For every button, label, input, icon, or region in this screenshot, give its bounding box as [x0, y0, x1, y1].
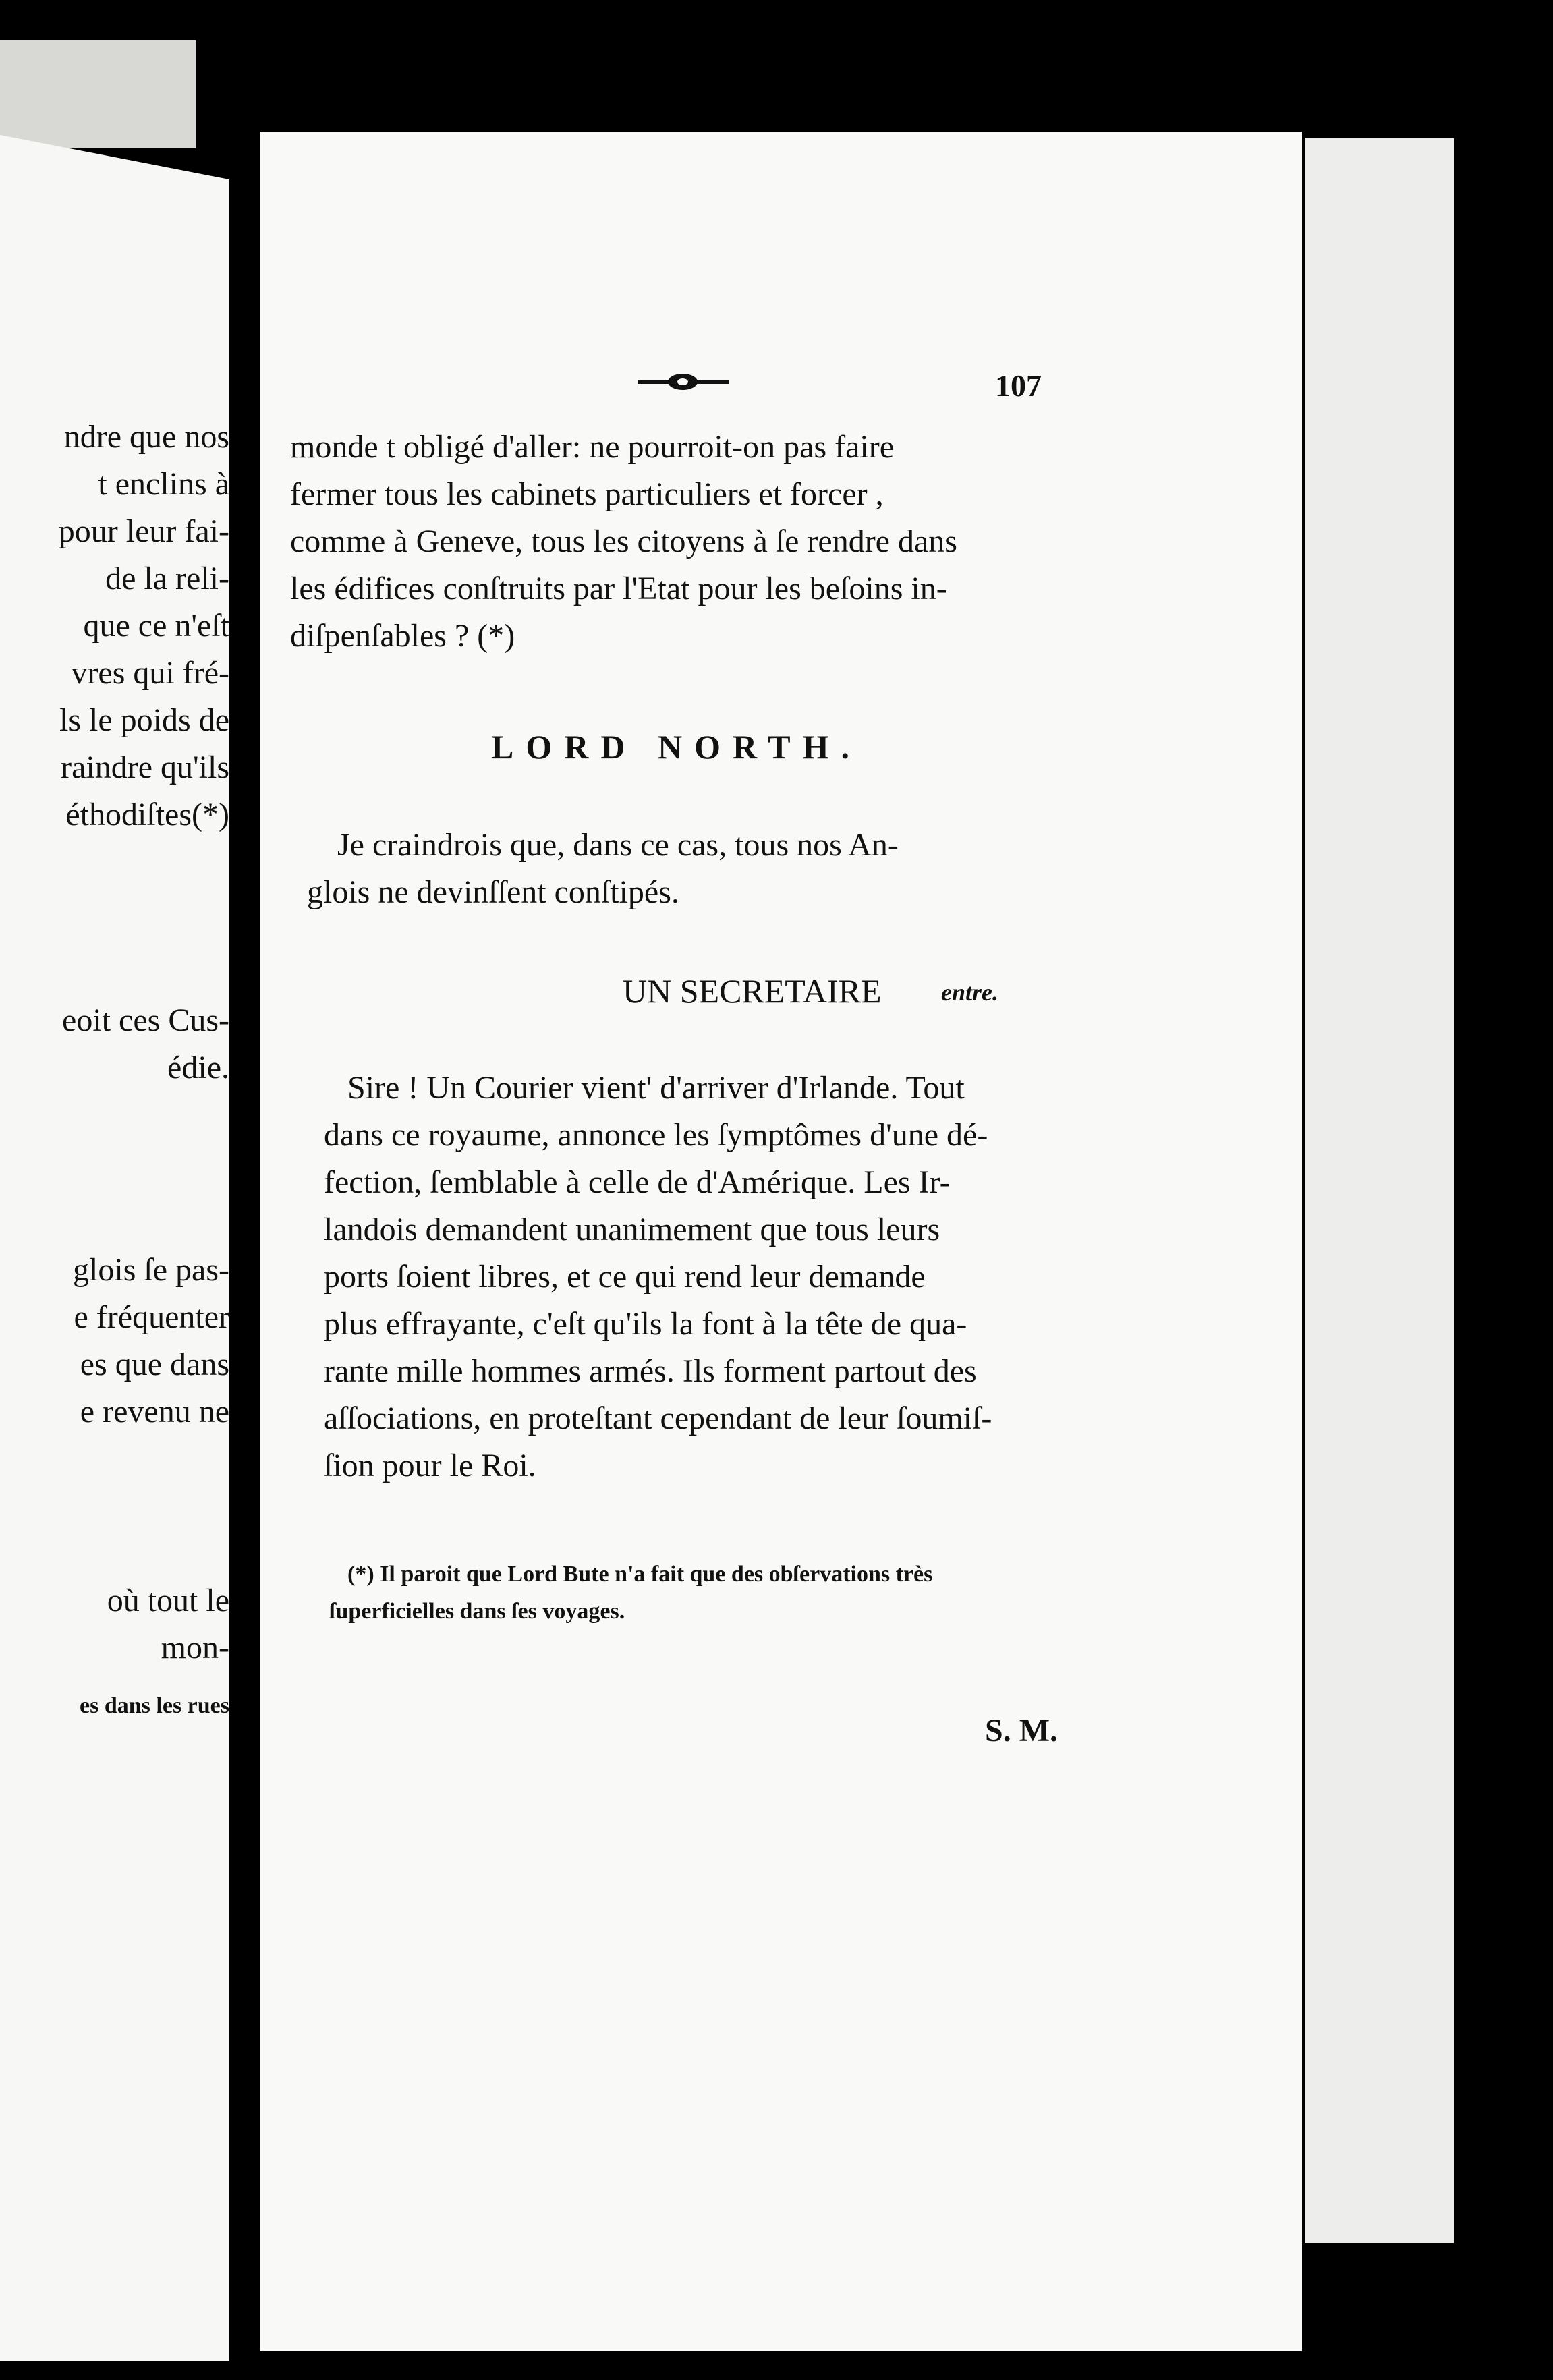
speech-line: fection, ſemblable à celle de d'Amérique. Les Ir-: [324, 1164, 951, 1200]
body-line: fermer tous les cabinets particuliers et forcer ,: [290, 476, 884, 512]
body-line: les édifices conſtruits par l'Etat pour les beſoins in-: [290, 571, 947, 606]
speech-line: ſion pour le Roi.: [324, 1448, 536, 1483]
speaker-heading-secretaire: UN SECRETAIRE: [623, 972, 882, 1010]
speech-line: rante mille hommes armés. Ils forment partout des: [324, 1353, 977, 1389]
page-number: 107: [995, 368, 1042, 403]
speaker-heading-lord-north: LORD NORTH.: [491, 728, 862, 766]
speech-line: dans ce royaume, annonce les ſymptômes d'une dé-: [324, 1117, 988, 1153]
left-page-top-edge: [0, 40, 196, 148]
speech-line: plus effrayante, c'eſt qu'ils la font à la tête de qua-: [324, 1306, 967, 1342]
left-page-line: t enclins à: [98, 466, 229, 502]
body-line: monde t obligé d'aller: ne pourroit-on pas faire: [290, 429, 895, 465]
speech-line: Sire ! Un Courier vient' d'arriver d'Irlande. Tout: [347, 1070, 965, 1106]
footnote-line: ſuperficielles dans ſes voyages.: [329, 1599, 625, 1624]
left-page-line: ndre que nos: [63, 419, 229, 455]
left-page-line: eoit ces Cus-: [62, 1002, 229, 1038]
left-page-line: que ce n'eſt: [83, 608, 229, 644]
speech-line: landois demandent unanimement que tous leurs: [324, 1212, 940, 1247]
left-page-footnote-fragment: es dans les rues: [80, 1693, 229, 1718]
speech-line: glois ne devinſſent conſtipés.: [307, 874, 679, 910]
speech-line: Je craindrois que, dans ce cas, tous nos An-: [337, 827, 899, 863]
left-page-line: où tout le: [107, 1583, 229, 1618]
left-page-line: e revenu ne: [80, 1394, 229, 1429]
body-line: diſpenſables ? (*): [290, 618, 515, 654]
right-page-fore-edge: [1305, 138, 1454, 2243]
left-page-line: vres qui fré-: [71, 655, 229, 691]
left-page-line: éthodiſtes(*): [65, 797, 229, 832]
left-page-line: édie.: [167, 1050, 229, 1085]
left-page-line: mon-: [161, 1630, 229, 1666]
speech-line: ports ſoient libres, et ce qui rend leur demande: [324, 1259, 926, 1295]
left-page-line: pour leur fai-: [58, 513, 229, 549]
left-page-line: de la reli-: [105, 561, 229, 596]
left-page-line: es que dans: [80, 1347, 229, 1382]
left-page-line: glois ſe pas-: [73, 1252, 229, 1288]
footnote-line: (*) Il paroit que Lord Bute n'a fait que des obſervations très: [347, 1562, 933, 1587]
body-line: comme à Geneve, tous les citoyens à ſe rendre dans: [290, 523, 957, 559]
ornament-icon: [638, 372, 729, 391]
speech-line: aſſociations, en proteſtant cependant de leur ſoumiſ-: [324, 1400, 992, 1436]
left-page-line: e fréquenter: [74, 1299, 229, 1335]
catchword: S. M.: [985, 1713, 1058, 1749]
left-page-line: ls le poids de: [59, 702, 229, 738]
left-page-line: raindre qu'ils: [61, 749, 229, 785]
stage-direction: entre.: [941, 979, 998, 1006]
